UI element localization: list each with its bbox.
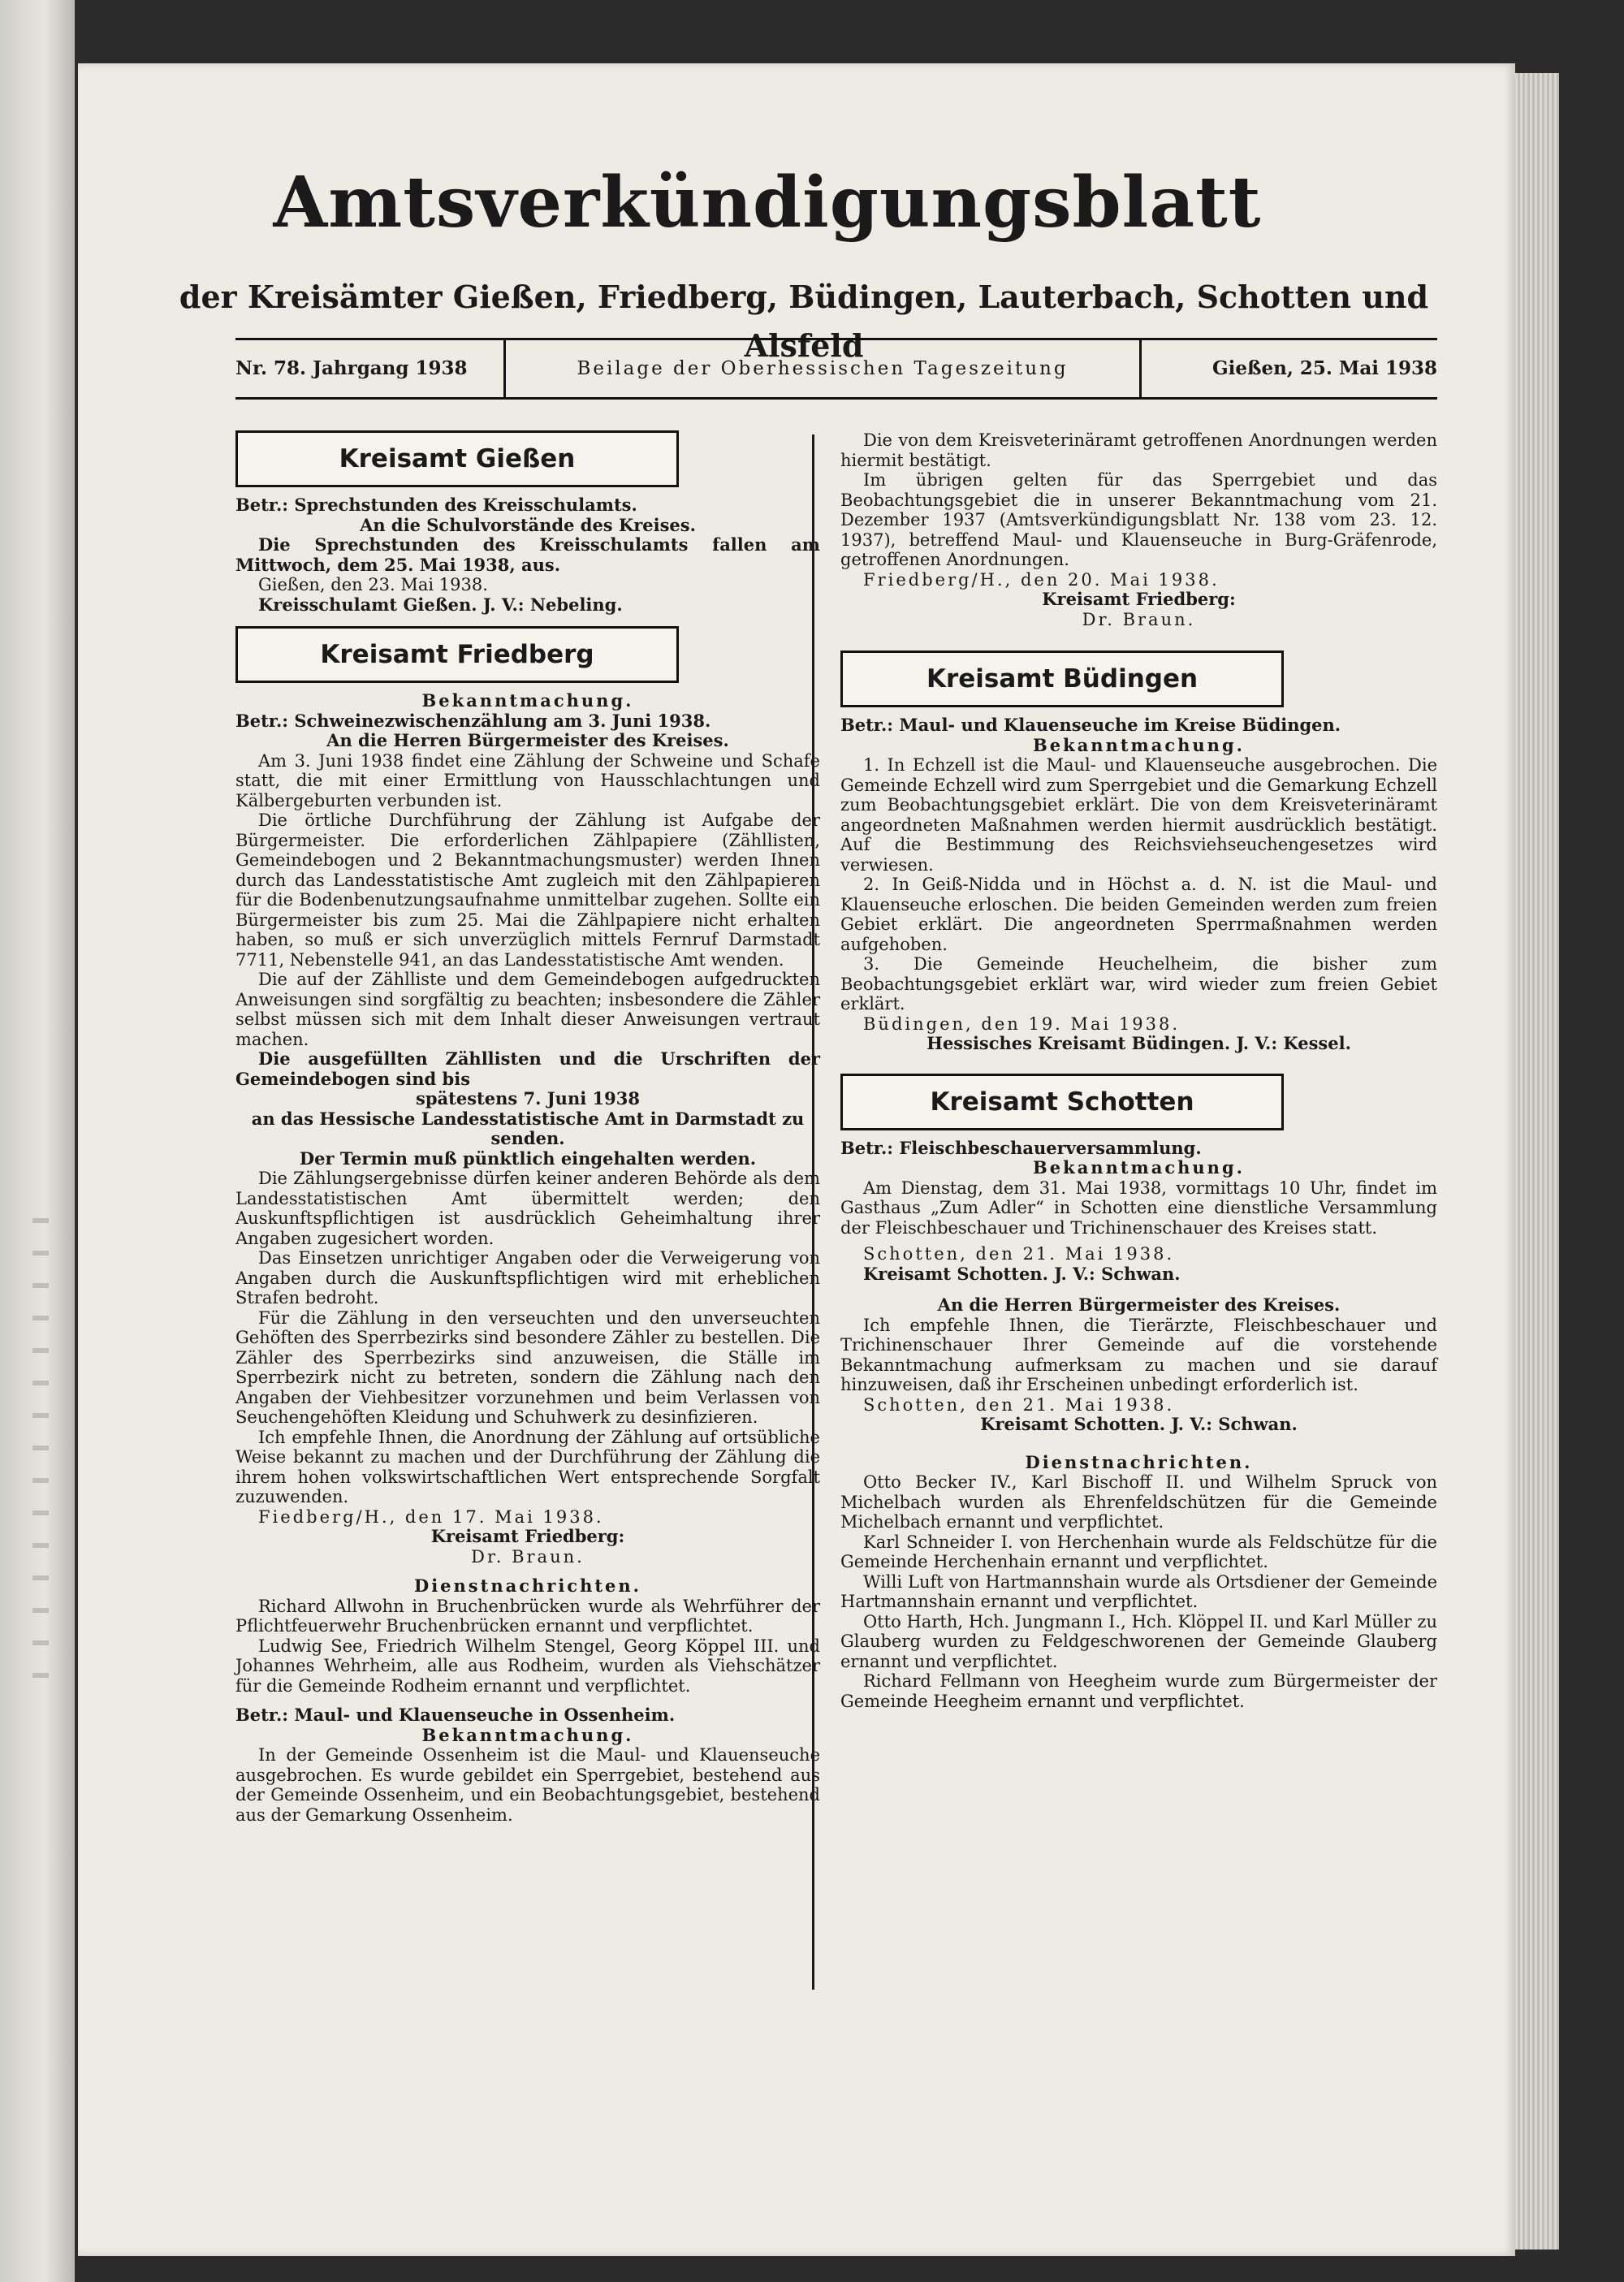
paragraph: Ich empfehle Ihnen, die Anordnung der Zählung auf ortsübliche Weise bekannt zu machen und der Durchführung der Zählung die ihrem hohen volkswirtschaftlichen Wert entsprechende Sorgfalt zuzuwenden. [235,1427,820,1506]
newspaper-subtitle: der Kreisämter Gießen, Friedberg, Büdingen, Lauterbach, Schotten und Alsfeld [179,279,1429,364]
paragraph: Richard Allwohn in Bruchenbrücken wurde als Wehrführer der Pflichtfeuerwehr Bruchenbrücken ernannt und verpflichtet. [235,1596,820,1636]
paragraph: Willi Luft von Hartmannshain wurde als Ortsdiener der Gemeinde Hartmannshain ernannt und verpflichtet. [840,1571,1437,1611]
bekanntmachung-label: Bekanntmachung. [421,1724,634,1745]
date-line: Schotten, den 21. Mai 1938. [863,1394,1175,1415]
supplement-line: Beilage der Oberhessischen Tageszeitung [503,340,1142,397]
dienstnachrichten-heading: Dienstnachrichten. [1025,1451,1253,1472]
dienstnachrichten-heading: Dienstnachrichten. [413,1575,641,1596]
right-column [840,430,1437,1711]
paragraph: Richard Fellmann von Heegheim wurde zum Bürgermeister der Gemeinde Heegheim ernannt und verpflichtet. [840,1671,1437,1711]
paragraph: Die Zählungsergebnisse dürfen keiner anderen Behörde als dem Landesstatistischen Amt übermittelt werden; den Auskunftspflichtigen ist ausdrücklich Geheimhaltung ihrer Angaben zugesichert worden. [235,1169,820,1248]
date-line: Fiedberg/H., den 17. Mai 1938. [258,1506,604,1527]
addressee-line: An die Herren Bürgermeister des Kreises. [326,730,729,750]
betr-line: Betr.: Maul- und Klauenseuche im Kreise Büdingen. [840,715,1341,735]
signature-name: Dr. Braun. [1082,609,1196,629]
betr-line: Betr.: Fleischbeschauerversammlung. [840,1137,1202,1158]
paragraph: 1. In Echzell ist die Maul- und Klauenseuche ausgebrochen. Die Gemeinde Echzell wird zum Sperrgebiet und die Gemarkung Echzell zum Beobachtungsgebiet erklärt. Die von dem Kreisveterinäramt angeordneten Maßnahmen werden hiermit ausdrücklich bestätigt. Auf die Bestimmung des Reichsviehseuchengesetzes wird verwiesen. [840,755,1437,875]
signature-line: Hessisches Kreisamt Büdingen. J. V.: Kessel. [926,1033,1351,1053]
paragraph: Die ausgefüllten Zähllisten und die Urschriften der Gemeindebogen sind bis [235,1048,820,1089]
paragraph: Im übrigen gelten für das Sperrgebiet und das Beobachtungsgebiet die in unserer Bekanntmachung vom 21. Dezember 1937 (Amtsverkündigungsblatt Nr. 138 vom 23. 12. 1937), betreffend Maul- und Klauenseuche in Burg-Gräfenrode, getroffenen Anordnungen. [840,470,1437,569]
left-column [235,430,820,1825]
paragraph: Ludwig See, Friedrich Wilhelm Stengel, Georg Köppel III. und Johannes Wehrheim, alle aus Rodheim, wurden als Viehschätzer für die Gemeinde Rodheim ernannt und verpflichtet. [235,1636,820,1696]
signature-name: Dr. Braun. [471,1546,585,1567]
paragraph: Der Termin muß pünktlich eingehalten werden. [299,1147,757,1169]
heading-kreisamt-schotten: Kreisamt Schotten [840,1074,1284,1130]
paragraph: Otto Becker IV., Karl Bischoff II. und Wilhelm Spruck von Michelbach wurden als Ehrenfeldschützen für die Gemeinde Michelbach ernannt und verpflichtet. [840,1472,1437,1532]
addressee-line: An die Herren Bürgermeister des Kreises. [937,1294,1341,1315]
notice-text: Die Sprechstunden des Kreisschulamts fallen am Mittwoch, dem 25. Mai 1938, aus. [235,534,820,575]
bekanntmachung-label: Bekanntmachung. [1033,1157,1245,1178]
heading-kreisamt-giessen: Kreisamt Gießen [235,430,679,487]
paragraph: Otto Harth, Hch. Jungmann I., Hch. Klöppel II. und Karl Müller zu Glauberg wurden zu Feldgeschworenen der Gemeinde Glauberg ernannt und verpflichtet. [840,1611,1437,1671]
signature-line: Kreisamt Friedberg: [1042,589,1236,609]
paragraph: Das Einsetzen unrichtiger Angaben oder die Verweigerung von Angaben durch die Auskunftspflichtigen wird mit erheblichen Strafen bedroht. [235,1248,820,1307]
betr-line: Betr.: Sprechstunden des Kreisschulamts. [235,495,637,515]
betr-line: Betr.: Maul- und Klauenseuche in Ossenheim. [235,1705,676,1725]
paragraph: 2. In Geiß-Nidda und in Höchst a. d. N. ist die Maul- und Klauenseuche erloschen. Die beiden Gemeinden werden zum freien Gebiet erklärt. Die angeordneten Sperrmaßnahmen werden aufgehoben. [840,875,1437,954]
date-line: Gießen, den 23. Mai 1938. [258,575,488,594]
paragraph: 3. Die Gemeinde Heuchelheim, die bisher zum Beobachtungsgebiet erklärt war, wird wieder zum freien Gebiet erklärt. [840,954,1437,1014]
betr-line: Betr.: Schweinezwischenzählung am 3. Juni 1938. [235,710,711,731]
date-line: Friedberg/H., den 20. Mai 1938. [863,569,1220,590]
signature-line: Kreisamt Schotten. J. V.: Schwan. [863,1263,1181,1284]
facing-page [0,0,75,2282]
newspaper-title: Amtsverkündigungsblatt [273,162,1262,244]
paragraph: Am Dienstag, dem 31. Mai 1938, vormittags 10 Uhr, findet im Gasthaus „Zum Adler“ in Schotten eine dienstliche Versammlung der Fleischbeschauer und Trichinenschauer des Kreises statt. [840,1178,1437,1238]
issue-dateline: Gießen, 25. Mai 1938 [1212,357,1437,379]
bekanntmachung-label: Bekanntmachung. [1033,734,1245,755]
bekanntmachung-label: Bekanntmachung. [421,690,634,711]
paragraph: Die von dem Kreisveterinäramt getroffenen Anordnungen werden hiermit bestätigt. [840,430,1437,470]
paragraph: In der Gemeinde Ossenheim ist die Maul- und Klauenseuche ausgebrochen. Es wurde gebildet ein Sperrgebiet, bestehend aus der Gemeinde Ossenheim, und ein Beobachtungsgebiet, bestehend aus der Gemarkung Ossenheim. [235,1745,820,1825]
paragraph: an das Hessische Landesstatistische Amt in Darmstadt zu senden. [251,1108,805,1148]
signature-line: Kreisamt Schotten. J. V.: Schwan. [980,1414,1298,1434]
paragraph: Am 3. Juni 1938 findet eine Zählung der Schweine und Schafe statt, die mit einer Ermittlung von Hausschlachtungen und Kälbergeburten verbunden ist. [235,750,820,810]
paragraph: Karl Schneider I. von Herchenhain wurde als Feldschütze für die Gemeinde Herchenhain ernannt und verpflichtet. [840,1532,1437,1571]
addressee-line: An die Schulvorstände des Kreises. [360,514,696,535]
signature-line: Kreisamt Friedberg: [430,1526,625,1546]
heading-kreisamt-friedberg: Kreisamt Friedberg [235,626,679,683]
page-edges [1515,73,1559,2250]
date-line: Büdingen, den 19. Mai 1938. [863,1014,1181,1034]
deadline-line: spätestens 7. Juni 1938 [416,1088,640,1109]
signature-line: Kreisschulamt Gießen. J. V.: Nebeling. [258,594,623,615]
paragraph: Ich empfehle Ihnen, die Tierärzte, Fleischbeschauer und Trichinenschauer Ihrer Gemeinde auf die vorstehende Bekanntmachung aufmerksam zu machen und sie darauf hinzuweisen, daß ihr Erscheinen unbedingt erforderlich ist. [840,1315,1437,1394]
masthead-bar [235,338,1437,400]
heading-kreisamt-buedingen: Kreisamt Büdingen [840,650,1284,707]
issue-number: Nr. 78. Jahrgang 1938 [235,357,468,379]
paragraph: Die örtliche Durchführung der Zählung ist Aufgabe der Bürgermeister. Die erforderlichen Zählpapiere (Zähllisten, Gemeindebogen und 2 Bekanntmachungsmuster) werden Ihnen durch das Landesstatistische Amt zugleich mit den Zählpapieren für die Bodenbenutzungsaufnahme unmittelbar zugehen. Sollte ein Bürgermeister bis zum 25. Mai die Zählpapiere nicht erhalten haben, so muß er sich unverzüglich mittels Fernruf Darmstadt 7711, Nebenstelle 941, an das Landesstatistische Amt wenden. [235,810,820,970]
paragraph: Die auf der Zählliste und dem Gemeindebogen aufgedruckten Anweisungen sind sorgfältig zu beachten; insbesondere die Zähler selbst müssen sich mit dem Inhalt dieser Anweisungen vertraut machen. [235,970,820,1049]
paragraph: Für die Zählung in den verseuchten und den unverseuchten Gehöften des Sperrbezirks sind besondere Zähler zu bestellen. Die Zähler des Sperrbezirks sind anzuweisen, die Ställe im Sperrbezirk nicht zu betreten, sondern die Zählung nach den Angaben der Viehbesitzer vorzunehmen und beim Verlassen von Seuchengehöften Kleidung und Schuhwerk zu desinfizieren. [235,1307,820,1427]
date-line: Schotten, den 21. Mai 1938. [863,1244,1175,1264]
